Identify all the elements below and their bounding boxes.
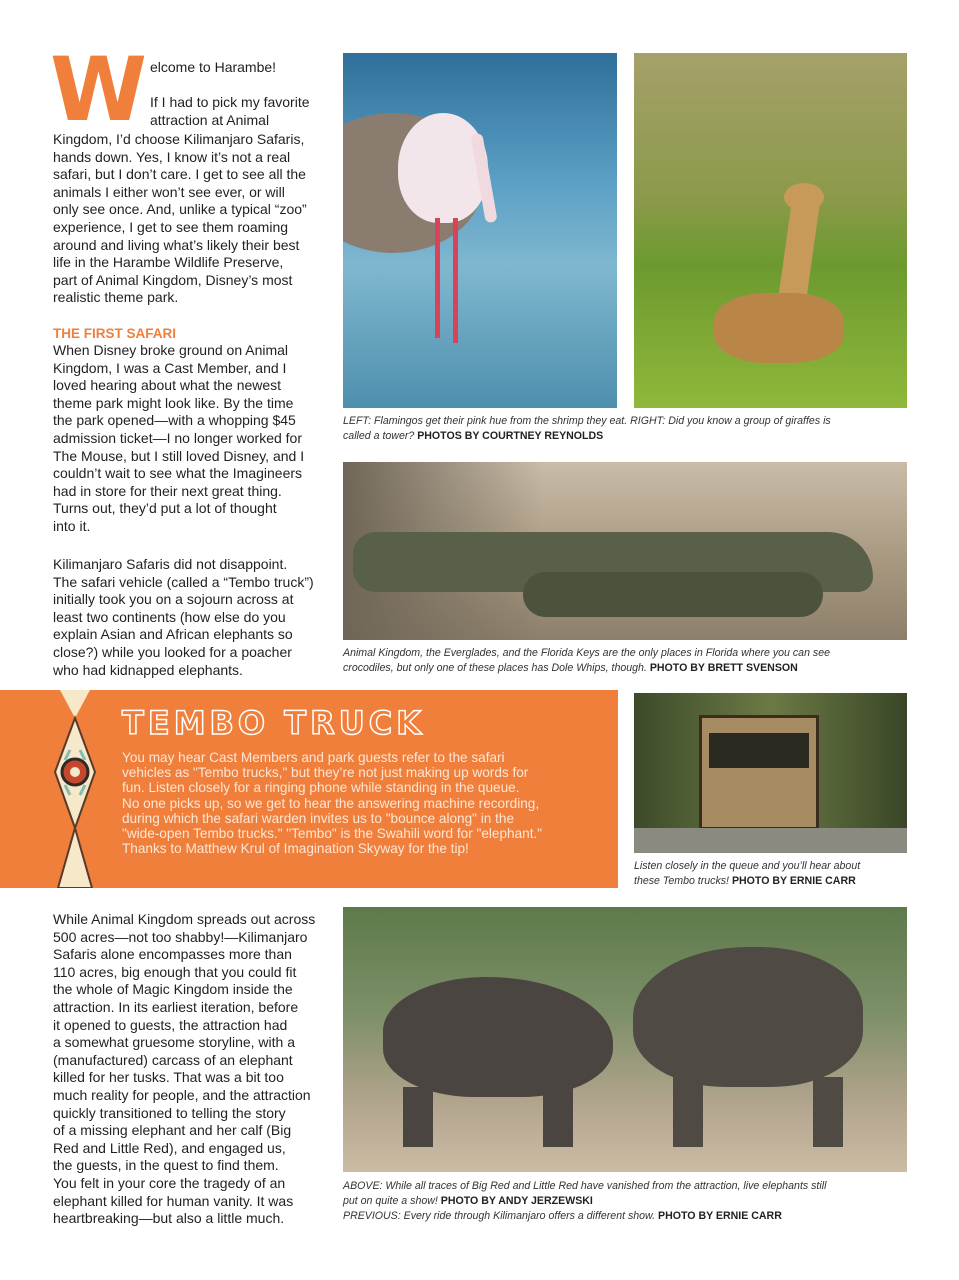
text-line: You may hear Cast Members and park guests refer to the safari	[122, 750, 505, 765]
text-line: attraction. In its earliest iteration, before	[53, 998, 299, 1015]
text-line: of a missing elephant and her calf (Big	[53, 1122, 292, 1139]
text-line: 500 acres—not too shabby!—Kilimanjaro	[53, 928, 308, 945]
text-line: elephant killed for human vanity. It was	[53, 1192, 294, 1209]
text-line: only see once. And, unlike a typical “zoo”	[53, 201, 307, 218]
text-line: animals I either won’t see ever, or will	[53, 183, 285, 200]
text-line: Red and Little Red), and engaged us,	[53, 1139, 286, 1156]
road	[634, 828, 907, 853]
giraffe-head	[784, 183, 824, 211]
elephant-leg	[543, 1087, 573, 1147]
text-line: least two continents (how else do you	[53, 608, 286, 625]
text-line: part of Animal Kingdom, Disney’s most	[53, 271, 293, 288]
text-line: Kilimanjaro Safaris did not disappoint.	[53, 556, 288, 572]
text-line: Kingdom, I’d choose Kilimanjaro Safaris,	[53, 131, 305, 147]
text-line: had in store for their next great thing.	[53, 482, 282, 499]
text-line: the guests, in the quest to find them.	[53, 1157, 279, 1174]
giraffe-photo	[634, 53, 907, 408]
flamingo-leg	[453, 218, 458, 343]
text-line: attraction at Animal	[150, 111, 270, 128]
elephant-leg	[673, 1077, 703, 1147]
text-line: a somewhat gruesome storyline, with a	[53, 1034, 295, 1051]
intro-line	[150, 59, 276, 77]
text-line: fun. Listen closely for a ringing phone while standing in the queue.	[122, 780, 520, 796]
tembo-truck-photo	[634, 693, 907, 853]
sidebar-text	[122, 750, 542, 856]
text-line: (manufactured) carcass of an elephant	[53, 1051, 293, 1068]
text-line: loved hearing about what the newest	[53, 377, 282, 394]
text-line: initially took you on a sojourn across at	[53, 591, 294, 608]
text-line: You felt in your core the tragedy of an	[53, 1174, 286, 1191]
elephants-photo	[343, 907, 907, 1172]
text-line: 110 acres, big enough that you could fit	[53, 963, 297, 980]
text-line: heartbreaking—but also a little much.	[53, 1210, 285, 1227]
text-line: the park opened—with a whopping $45	[53, 412, 296, 429]
crocodile-photo	[343, 462, 907, 640]
photo-caption: LEFT: Flamingos get their pink hue from the shrimp they eat. RIGHT: Did you know a group of giraffes is called a tower? PHOTOS BY COURTNEY REYNOLDS	[343, 415, 831, 442]
text-line: Thanks to Matthew Krul of Imagination Skyway for the tip!	[122, 841, 469, 857]
text-line: who had kidnapped elephants.	[53, 661, 243, 678]
text-line: Safaris alone encompasses more than	[53, 946, 292, 963]
text-line: theme park might look like. By the time	[53, 394, 294, 411]
text-line: around and living what’s likely their best	[53, 236, 300, 253]
text-line: experience, I get to see them roaming	[53, 218, 289, 235]
text-line: life in the Harambe Wildlife Preserve,	[53, 254, 284, 271]
text-line: vehicles as "Tembo trucks," but they’re not just making up words for	[122, 765, 529, 781]
elephant-leg	[403, 1087, 433, 1147]
text-line: No one picks up, so we get to hear the answering machine recording,	[122, 795, 540, 811]
flamingo-leg	[435, 218, 440, 338]
text-line: during which the safari warden invites us to "bounce along" in the	[122, 810, 515, 826]
crocodile-shape	[523, 572, 823, 617]
text-line: Kingdom, I was a Cast Member, and I	[53, 359, 287, 376]
text-line: into it.	[53, 517, 91, 534]
text-line: realistic theme park.	[53, 289, 179, 306]
elephant-leg	[813, 1077, 843, 1147]
paragraph-2	[53, 342, 304, 536]
text-line: The safari vehicle (called a “Tembo truck”)	[53, 573, 314, 590]
text-line: "wide-open Tembo trucks." "Tembo" is the Swahili word for "elephant."	[122, 826, 543, 842]
text-line: killed for her tusks. That was a bit too	[53, 1069, 284, 1086]
section-heading: THE FIRST SAFARI	[53, 326, 177, 341]
photo-caption: Animal Kingdom, the Everglades, and the Florida Keys are the only places in Florida where you can see crocodiles, but only one of these places has Dole Whips, though. PHOTO BY BRETT SVENSON	[343, 647, 830, 674]
giraffe-body	[714, 293, 844, 363]
text-line: quickly transitioned to telling the story	[53, 1104, 286, 1121]
flamingo-body	[398, 113, 488, 223]
text-line: While Animal Kingdom spreads out across	[53, 911, 316, 927]
paragraph-3	[53, 556, 314, 679]
text-line: close?) while you looked for a poacher	[53, 643, 292, 660]
paragraph-1	[53, 131, 307, 307]
text-line: Turns out, they’d put a lot of thought	[53, 500, 277, 517]
text-line: it opened to guests, the attraction had	[53, 1016, 288, 1033]
photo-caption: ABOVE: While all traces of Big Red and Little Red have vanished from the attraction, live elephants still put on quite a show! PHOTO BY ANDY JERZEWSKI PREVIOUS: Every ride through Kilimanjaro offers a different show. PHOTO BY ERNIE CARR	[343, 1180, 827, 1222]
text-line: The Mouse, but I still loved Disney, and I	[53, 447, 305, 464]
text-line: hands down. Yes, I know it’s not a real	[53, 148, 291, 165]
photo-caption: Listen closely in the queue and you’ll hear about these Tembo trucks! PHOTO BY ERNIE CARR	[634, 860, 861, 887]
text-line: explain Asian and African elephants so	[53, 626, 293, 643]
sidebar-title: TEMBO TRUCK	[122, 704, 425, 742]
text-line: safari, but I don’t care. I get to see all the	[53, 166, 306, 183]
text-line: much reality for people, and the attraction	[53, 1086, 311, 1103]
paragraph-4	[53, 911, 315, 1228]
tribal-pattern-strip	[50, 690, 100, 888]
elephant-shape	[383, 977, 613, 1097]
text-line: If I had to pick my favorite	[150, 94, 310, 110]
text-line: When Disney broke ground on Animal	[53, 342, 289, 358]
paragraph-1-start	[150, 94, 310, 129]
drop-cap: W	[50, 38, 144, 141]
flamingo-photo	[343, 53, 617, 408]
text-line: the whole of Magic Kingdom inside the	[53, 981, 293, 998]
text-line: couldn’t wait to see what the Imagineers	[53, 465, 303, 482]
text-line: admission ticket—I no longer worked for	[53, 429, 302, 446]
elephant-shape	[633, 947, 863, 1087]
truck-window	[709, 733, 809, 768]
text-line: elcome to Harambe!	[150, 59, 277, 75]
